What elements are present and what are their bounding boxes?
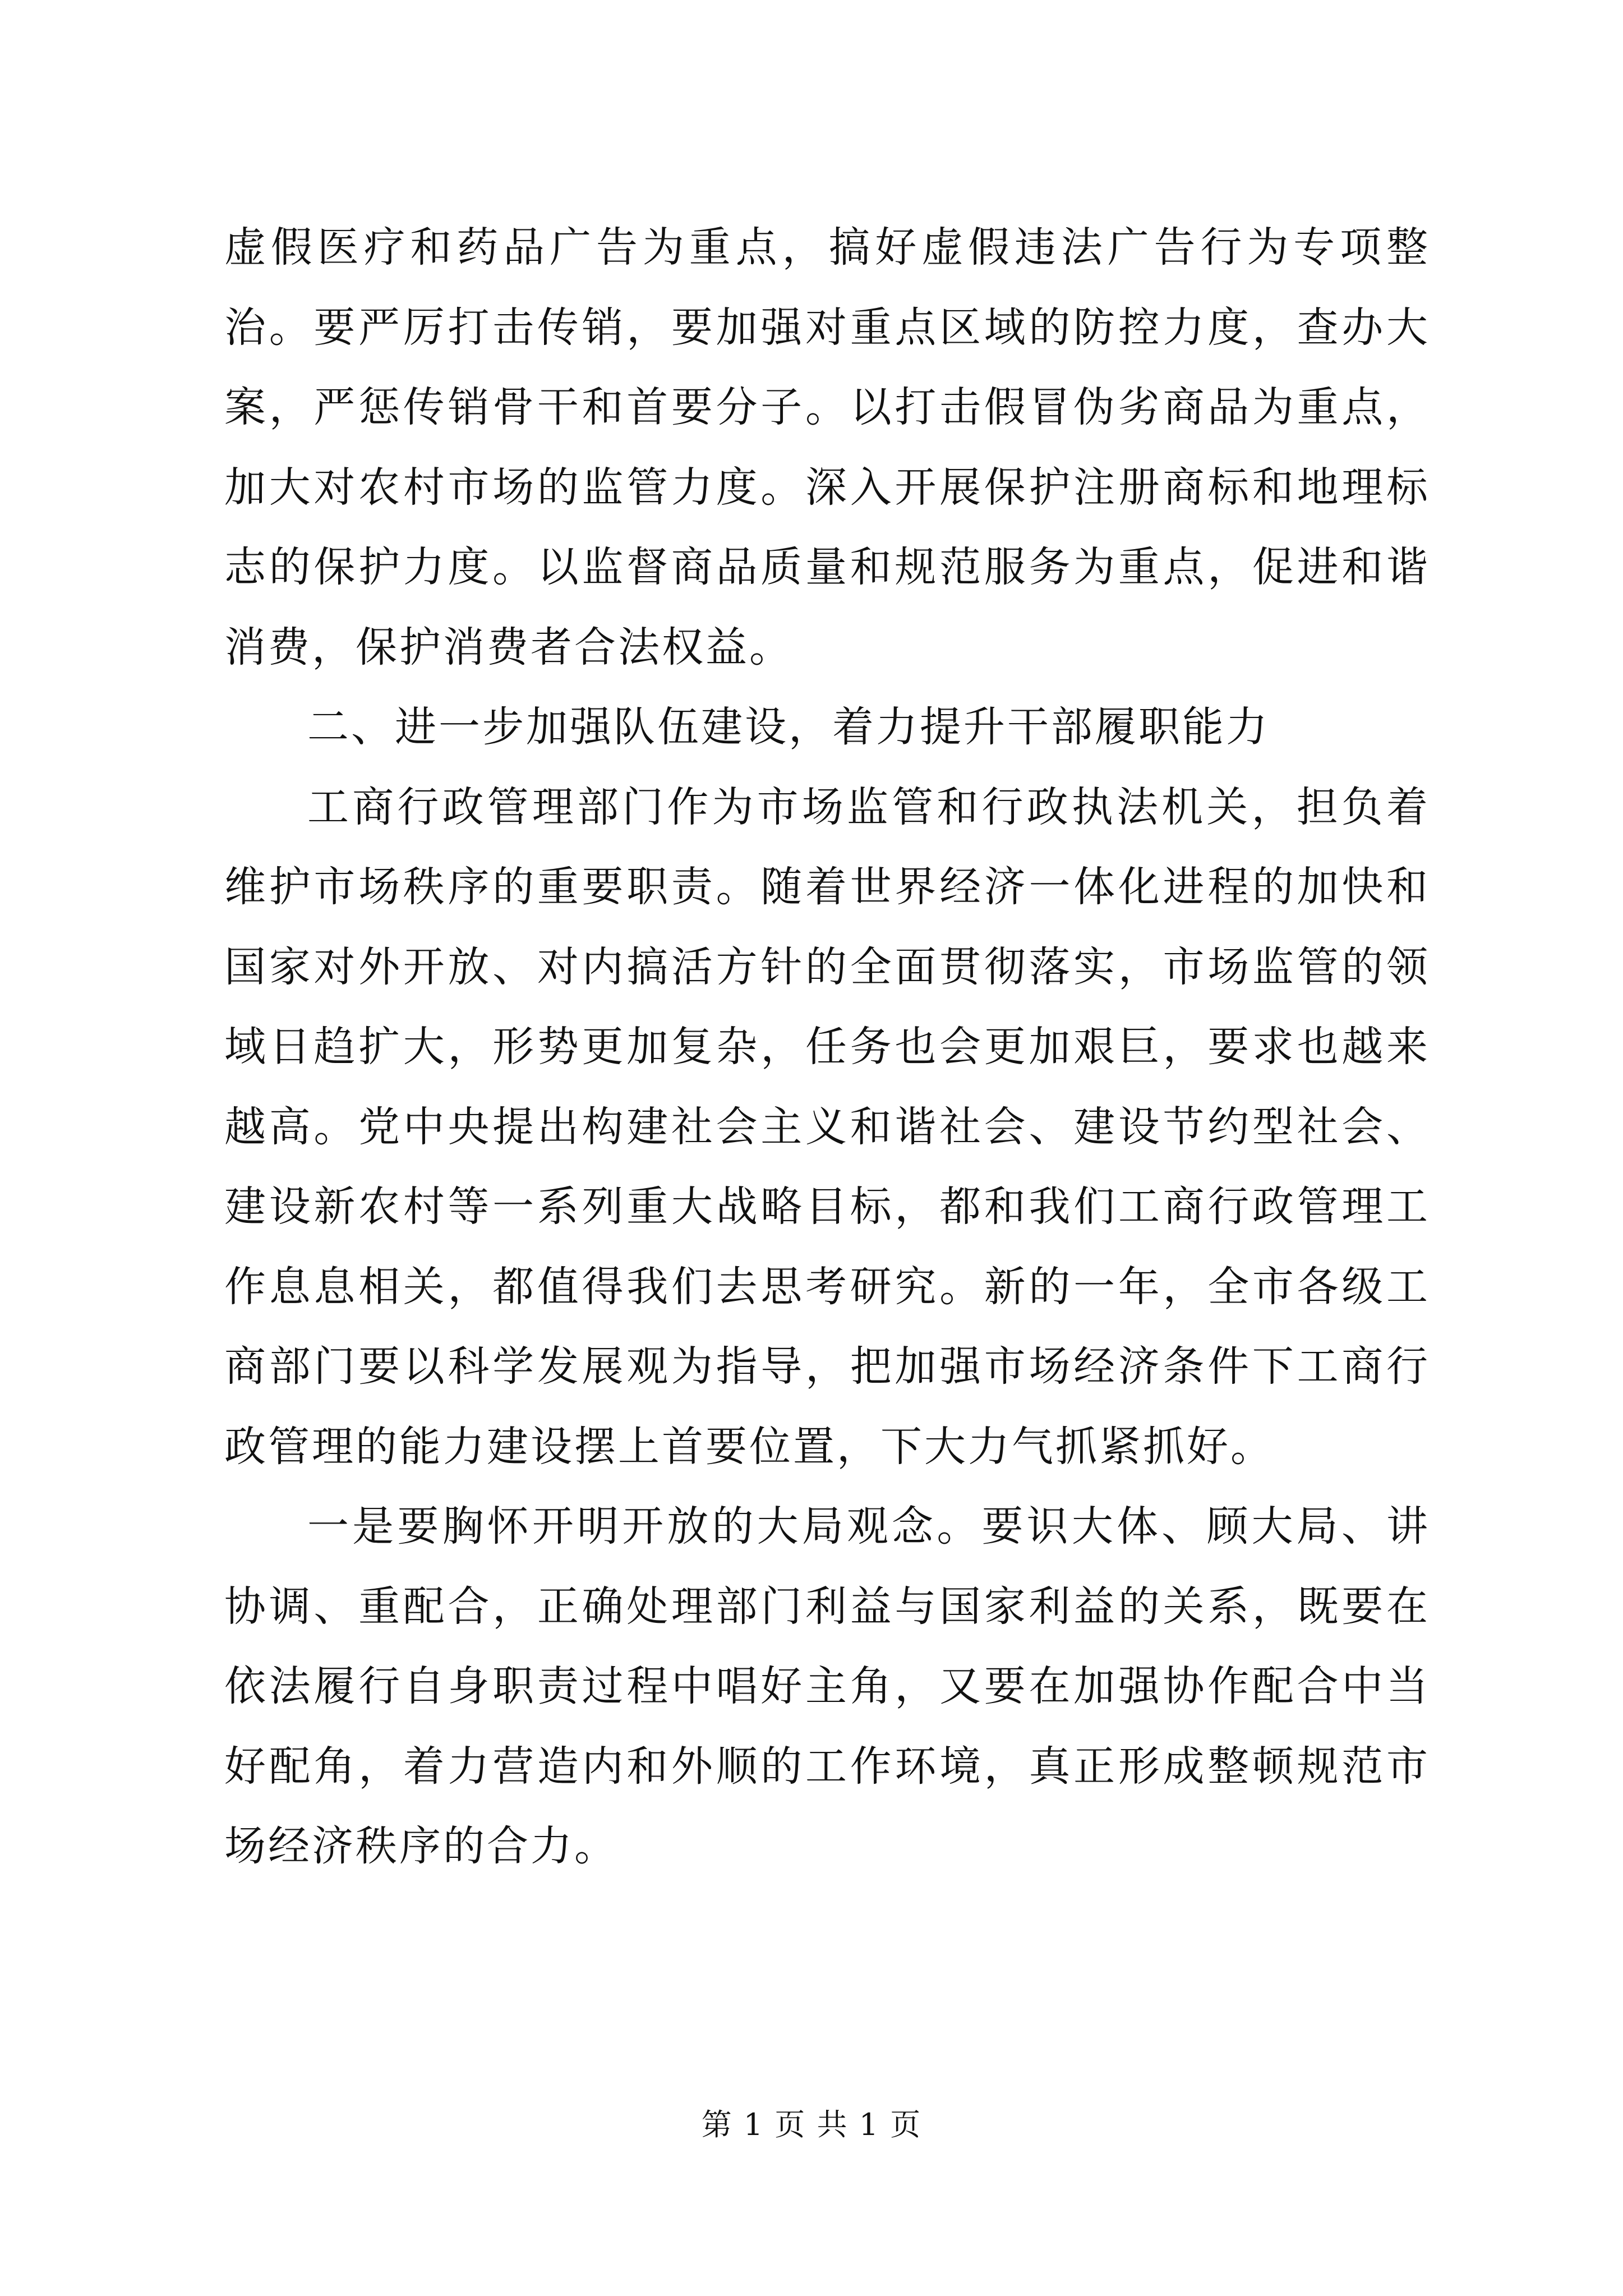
paragraph-continuation: 虚假医疗和药品广告为重点，搞好虚假违法广告行为专项整治。要严厉打击传销，要加强对重点区域的防控力度，查办大案，严惩传销骨干和首要分子。以打击假冒伪劣商品为重点，加大对农村市场的监管力度。深入开展保护注册商标和地理标志的保护力度。以监督商品质量和规范服务为重点，促进和谐消费，保护消费者合法权益。 xyxy=(224,223,1430,671)
paragraph-responsibility: 工商行政管理部门作为市场监管和行政执法机关，担负着维护市场秩序的重要职责。随着世界经济一体化进程的加快和国家对外开放、对内搞活方针的全面贯彻落实，市场监管的领域日趋扩大，形势更加复杂，任务也会更加艰巨，要求也越来越高。党中央提出构建社会主义和谐社会、建设节约型社会、建设新农村等一系列重大战略目标，都和我们工商行政管理工作息息相关，都值得我们去思考研究。新的一年，全市各级工商部门要以科学发展观为指导，把加强市场经济条件下工商行政管理的能力建设摆上首要位置，下大力气抓紧抓好。 xyxy=(224,783,1430,1471)
page-number-footer: 第 1 页 共 1 页 xyxy=(701,2107,922,2142)
paragraph-overall-view: 一是要胸怀开明开放的大局观念。要识大体、顾大局、讲协调、重配合，正确处理部门利益与国家利益的关系，既要在依法履行自身职责过程中唱好主角，又要在加强协作配合中当好配角，着力营造内和外顺的工作环境，真正形成整顿规范市场经济秩序的合力。 xyxy=(224,1502,1430,1870)
document-body xyxy=(224,208,1430,1887)
section-heading: 二、进一步加强队伍建设，着力提升干部履职能力 xyxy=(307,703,1270,751)
